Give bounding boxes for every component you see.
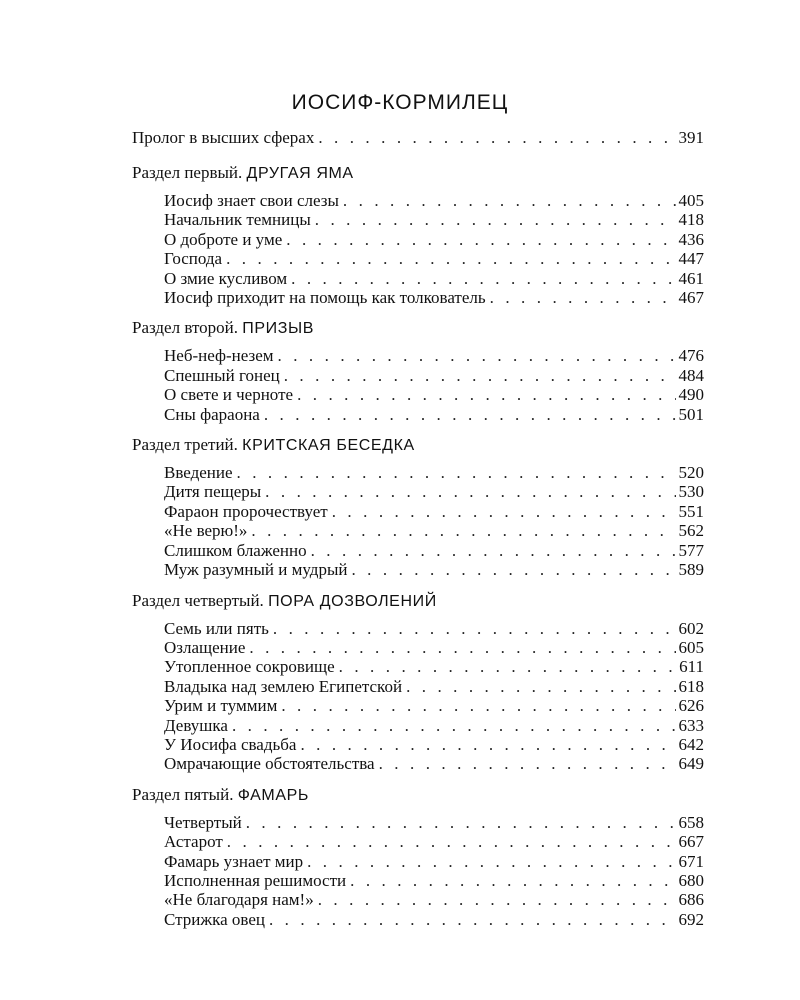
toc-page-number: 520	[678, 463, 704, 483]
toc-entry-title: Неб-неф-незем	[164, 346, 274, 366]
toc-page-number: 461	[678, 268, 704, 288]
toc-entry[interactable]	[164, 910, 704, 929]
section-heading[interactable]	[132, 315, 704, 342]
dot-leader	[346, 871, 675, 890]
dot-leader	[277, 696, 675, 715]
dot-leader	[314, 125, 675, 151]
dot-leader	[296, 735, 675, 754]
table-of-contents	[132, 125, 704, 937]
toc-page-number: 551	[678, 501, 704, 521]
toc-entry[interactable]	[164, 871, 704, 890]
toc-entry-title: Иосиф знает свои слезы	[164, 191, 339, 210]
toc-entry-title: Семь или пять	[164, 618, 269, 638]
section-name: ПРИЗЫВ	[242, 320, 315, 338]
toc-entry[interactable]	[164, 657, 704, 676]
toc-entry-title: Четвертый	[164, 812, 242, 832]
dot-leader	[328, 502, 676, 521]
toc-page-number: 667	[678, 832, 704, 852]
toc-entry[interactable]	[164, 716, 704, 735]
toc-entry[interactable]	[164, 366, 704, 385]
dot-leader	[242, 813, 676, 832]
toc-entry[interactable]	[164, 754, 704, 773]
toc-page-number: 671	[678, 851, 704, 871]
dot-leader	[287, 269, 675, 288]
toc-entry-title: Дитя пещеры	[164, 482, 262, 502]
dot-leader	[347, 560, 675, 579]
toc-entry-title: О змие кусливом	[164, 268, 288, 288]
toc-entry-title: Девушка	[164, 715, 228, 735]
toc-entry-title: Спешный гонец	[164, 365, 280, 385]
dot-leader	[314, 890, 676, 909]
toc-page-number: 405	[678, 191, 704, 210]
toc-entry-title: Фамарь узнает мир	[164, 851, 304, 871]
toc-entry-title: Иосиф приходит на помощь как толкователь	[164, 288, 486, 308]
toc-entry[interactable]	[164, 502, 704, 521]
toc-entry-title: «Не верю!»	[164, 521, 248, 541]
section-name: ПОРА ДОЗВОЛЕНИЙ	[268, 592, 437, 610]
toc-page-number: 418	[678, 210, 704, 230]
toc-page-number: 476	[678, 346, 704, 366]
toc-entry-title: Слишком блаженно	[164, 540, 307, 560]
dot-leader	[223, 832, 676, 851]
toc-page-number: 436	[678, 229, 704, 249]
toc-page-number: 680	[678, 870, 704, 890]
toc-entry[interactable]	[164, 482, 704, 501]
toc-entry-title: Стрижка овец	[164, 909, 265, 929]
section-name: ДРУГАЯ ЯМА	[246, 165, 354, 182]
toc-entry[interactable]	[164, 249, 704, 268]
toc-entry[interactable]	[164, 210, 704, 229]
toc-entry[interactable]	[164, 735, 704, 754]
toc-entry-prologue[interactable]	[132, 125, 704, 151]
dot-leader	[293, 385, 675, 404]
toc-entry-title: Господа	[164, 249, 223, 269]
dot-leader	[247, 521, 675, 540]
section-prefix: Раздел четвертый.	[132, 590, 264, 610]
toc-page-number: 686	[678, 890, 704, 910]
dot-leader	[335, 657, 676, 676]
section-heading[interactable]	[132, 432, 704, 459]
section-heading[interactable]	[132, 782, 704, 809]
toc-entry[interactable]	[164, 677, 704, 696]
toc-page-number: 605	[678, 637, 704, 657]
book-title: ИОСИФ-КОРМИЛЕЦ	[291, 91, 509, 114]
section-prefix: Раздел второй.	[132, 318, 238, 338]
dot-leader	[375, 754, 676, 773]
toc-page-number: 391	[678, 128, 704, 147]
toc-entry[interactable]	[164, 852, 704, 871]
toc-entry-title: У Иосифа свадьба	[164, 734, 297, 754]
toc-entry-title: Озлащение	[164, 637, 246, 657]
toc-entry[interactable]	[164, 619, 704, 638]
section-prefix: Раздел первый.	[132, 163, 243, 182]
dot-leader	[245, 638, 675, 657]
toc-section	[132, 160, 704, 307]
dot-leader	[307, 541, 676, 560]
dot-leader	[274, 346, 676, 365]
toc-entry[interactable]	[164, 638, 704, 657]
section-heading[interactable]	[132, 588, 704, 615]
dot-leader	[486, 288, 676, 307]
dot-leader	[228, 716, 676, 735]
toc-entry[interactable]	[164, 230, 704, 249]
toc-entry[interactable]	[164, 813, 704, 832]
toc-page-number: 467	[678, 288, 704, 308]
toc-entry[interactable]	[164, 191, 704, 210]
toc-page-number: 530	[678, 482, 704, 502]
section-entries	[132, 813, 704, 929]
toc-page-number: 626	[678, 696, 704, 716]
toc-entry-title: Пролог в высших сферах	[132, 128, 315, 147]
toc-entry-title: Урим и туммим	[164, 696, 278, 716]
toc-section	[132, 782, 704, 929]
toc-entry-title: Введение	[164, 463, 233, 483]
toc-page-number: 611	[679, 657, 704, 677]
toc-entry[interactable]	[164, 346, 704, 365]
dot-leader	[265, 910, 676, 929]
dot-leader	[282, 230, 675, 249]
toc-page-number: 692	[678, 909, 704, 929]
toc-entry-title: Начальник темницы	[164, 210, 311, 230]
section-heading[interactable]	[132, 160, 704, 187]
toc-section	[132, 588, 704, 774]
toc-entry-title: О свете и черноте	[164, 385, 294, 405]
section-entries	[132, 463, 704, 579]
toc-entry-title: Муж разумный и мудрый	[164, 560, 348, 580]
section-entries	[132, 191, 704, 307]
toc-entry-title: Утопленное сокровище	[164, 657, 335, 677]
dot-leader	[233, 463, 676, 482]
toc-entry-title: Фараон пророчествует	[164, 501, 328, 521]
toc-entry-title: Владыка над землею Египетской	[164, 676, 403, 696]
dot-leader	[280, 366, 676, 385]
toc-entry-title: Астарот	[164, 832, 223, 852]
toc-entry[interactable]	[164, 405, 704, 424]
toc-entry[interactable]	[164, 890, 704, 909]
dot-leader	[260, 405, 676, 424]
toc-section	[132, 315, 704, 424]
toc-page-number: 642	[678, 734, 704, 754]
section-prefix: Раздел пятый.	[132, 784, 234, 804]
toc-page-number: 602	[678, 618, 704, 638]
toc-entry[interactable]	[164, 463, 704, 482]
dot-leader	[261, 482, 675, 501]
section-entries	[132, 619, 704, 774]
toc-entry[interactable]	[164, 832, 704, 851]
toc-page-number: 490	[678, 385, 704, 405]
toc-entry[interactable]	[164, 521, 704, 540]
toc-entry[interactable]	[164, 288, 704, 307]
dot-leader	[222, 249, 675, 268]
section-name: КРИТСКАЯ БЕСЕДКА	[242, 437, 415, 455]
section-prefix: Раздел третий.	[132, 435, 238, 455]
toc-page-number: 649	[678, 754, 704, 774]
dot-leader	[303, 852, 675, 871]
toc-page-number: 501	[678, 404, 704, 424]
toc-page-number: 577	[678, 540, 704, 560]
toc-page-number: 633	[678, 715, 704, 735]
toc-page-number: 589	[678, 560, 704, 580]
toc-entry[interactable]	[164, 560, 704, 579]
toc-page-number: 562	[678, 521, 704, 541]
toc-page-number: 618	[678, 676, 704, 696]
dot-leader	[269, 619, 676, 638]
toc-sections	[132, 160, 704, 929]
toc-entry[interactable]	[164, 696, 704, 715]
toc-entry-title: Сны фараона	[164, 404, 260, 424]
section-entries	[132, 346, 704, 424]
toc-entry-title: «Не благодаря нам!»	[164, 890, 314, 910]
toc-entry[interactable]	[164, 541, 704, 560]
toc-entry-title: Омрачающие обстоятельства	[164, 754, 375, 774]
toc-page-number: 447	[678, 249, 704, 269]
dot-leader	[311, 210, 676, 229]
toc-section	[132, 432, 704, 579]
toc-entry-title: О доброте и уме	[164, 229, 283, 249]
toc-page-number: 484	[678, 365, 704, 385]
dot-leader	[339, 191, 676, 210]
dot-leader	[402, 677, 675, 696]
section-name: ФАМАРЬ	[237, 786, 309, 804]
toc-entry-title: Исполненная решимости	[164, 870, 347, 890]
toc-entry[interactable]	[164, 269, 704, 288]
toc-entry[interactable]	[164, 385, 704, 404]
toc-page-number: 658	[678, 812, 704, 832]
